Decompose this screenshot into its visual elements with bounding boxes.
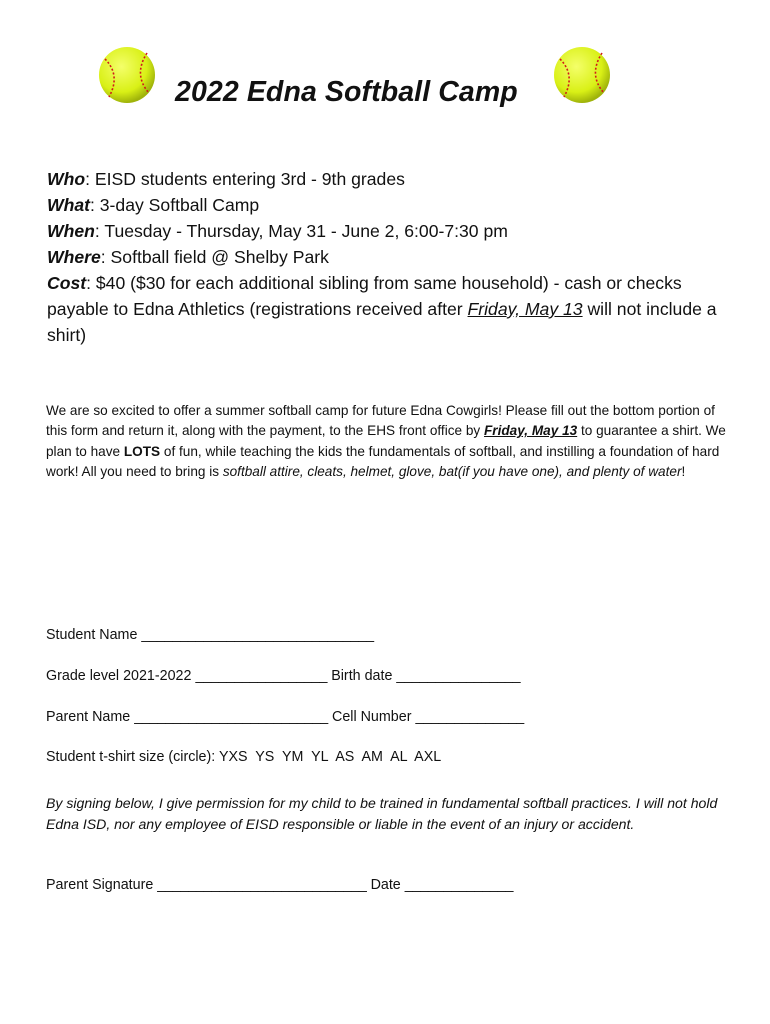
cost-label: Cost [47,273,87,293]
softball-icon-left [97,45,157,105]
intro-text-1: We are so excited to offer a summer softball camp for future Edna Cowgirls! Please fill out the bottom portion of this form and return it, along with the payment, to the EHS front office by [46,403,715,439]
student-name-line [46,627,374,643]
student-name-field[interactable]: ______________________________ [141,627,374,643]
birth-date-field[interactable]: ________________ [396,668,521,684]
cost-tail: will not include a shirt) [47,299,717,345]
where-text: : Softball field @ Shelby Park [100,247,329,267]
date-field[interactable]: ______________ [404,877,514,893]
camp-info [47,166,737,348]
when-line [47,218,737,244]
what-text: : 3-day Softball Camp [90,195,260,215]
birth-date-label: Birth date [331,668,393,684]
shirt-size-label: Student t-shirt size (circle): [46,749,216,765]
where-line [47,244,737,270]
what-line [47,192,737,218]
grade-label: Grade level 2021-2022 [46,668,192,684]
page-title: 2022 Edna Softball Camp [175,76,518,108]
where-label: Where [47,247,101,267]
date-label: Date [370,877,401,893]
what-label: What [47,195,90,215]
shirt-size-line [46,749,441,765]
grade-birth-line [46,668,520,684]
bring-list: softball attire, cleats, helmet, glove, bat(if you have one), and plenty of water [222,464,682,480]
softball-icon-right [552,45,612,105]
cost-date: Friday, May 13 [467,299,583,319]
parent-cell-line [46,709,524,725]
parent-name-field[interactable]: _________________________ [134,709,329,725]
when-label: When [47,221,95,241]
intro-text-2: to guarantee a shirt. We plan to have [46,423,726,459]
consent-statement: By signing below, I give permission for my child to be trained in fundamental softball practices. I will not hold Edna ISD, nor any employee of EISD responsible or liable in the event of an injury or accident. [46,795,718,832]
intro-text-3: of fun, while teaching the kids the fundamentals of softball, and instilling a foundation of hard work! All you need to bring is [46,443,720,480]
cost-line [47,270,737,348]
who-text: : EISD students entering 3rd - 9th grades [85,169,405,189]
deadline: Friday, May 13 [484,423,578,439]
intro-text-4: ! [681,464,686,480]
intro-paragraph [46,401,726,483]
student-name-label: Student Name [46,627,138,643]
shirt-size-options[interactable]: YXS YS YM YL AS AM AL AXL [218,749,442,765]
parent-name-label: Parent Name [46,709,131,725]
cell-number-field[interactable]: ______________ [415,709,524,725]
who-label: Who [47,169,86,189]
when-text: : Tuesday - Thursday, May 31 - June 2, 6:00-7:30 pm [94,221,508,241]
who-line [47,166,737,192]
grade-field[interactable]: _________________ [195,668,328,684]
lots-emphasis: LOTS [123,443,161,459]
cost-text: : $40 ($30 for each additional sibling from same household) - cash or checks payable to Edna Athletics (registrations received after [47,273,682,319]
parent-signature-field[interactable]: ___________________________ [157,877,367,893]
signature-line [46,877,513,893]
parent-signature-label: Parent Signature [46,877,154,893]
cell-number-label: Cell Number [332,709,412,725]
